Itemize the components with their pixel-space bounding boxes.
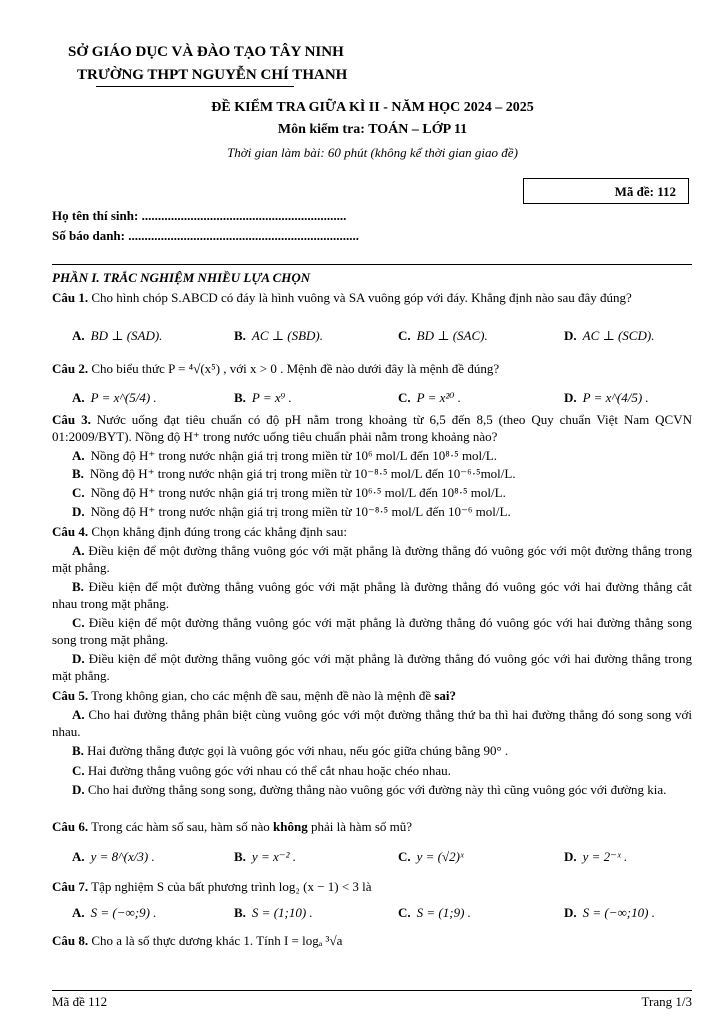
q4-option-c[interactable]: C. Điều kiện để một đường thẳng vuông góc với mặt phẳng là đường thẳng đó vuông góc với hai đường thẳng song song trong mặt phẳng. bbox=[52, 615, 692, 647]
part1-title: PHẦN I. TRẮC NGHIỆM NHIỀU LỰA CHỌN bbox=[52, 270, 311, 285]
q2-option-a[interactable]: A. P = x^(5/4) . bbox=[72, 390, 157, 405]
q7-option-c[interactable]: C. S = (1;9) . bbox=[398, 905, 471, 920]
q5-option-a[interactable]: A. Cho hai đường thẳng phân biệt cùng vuông góc với một đường thẳng thứ ba thì hai đường thẳng đó song song với nhau. bbox=[52, 707, 692, 739]
department-name: SỞ GIÁO DỤC VÀ ĐÀO TẠO TÂY NINH bbox=[68, 44, 344, 60]
q3-option-b[interactable]: B. Nồng độ H⁺ trong nước nhận giá trị trong miền từ 10⁻⁸·⁵ mol/L đến 10⁻⁶·⁵mol/L. bbox=[72, 466, 516, 481]
question-8: Câu 8. Cho a là số thực dương khác 1. Tính I = logₐ ³√a bbox=[52, 933, 343, 948]
exam-code-box bbox=[523, 178, 689, 204]
exam-code: Mã đề: 112 bbox=[614, 184, 676, 199]
footer-page-number: Trang 1/3 bbox=[641, 994, 692, 1009]
q6-option-a[interactable]: A. y = 8^(x/3) . bbox=[72, 849, 155, 864]
q5-option-d[interactable]: D. Cho hai đường thẳng song song, đường thẳng nào vuông góc với đường này thì cũng vuông góc với đường kia. bbox=[72, 782, 667, 797]
q4-option-b[interactable]: B. Điều kiện để một đường thẳng vuông góc với mặt phẳng là đường thẳng đó vuông góc với hai đường thẳng cắt nhau trong mặt phẳng. bbox=[52, 579, 693, 611]
q1-option-d[interactable]: D. AC ⊥ (SCD). bbox=[564, 328, 655, 343]
q1-option-a[interactable]: A. BD ⊥ (SAD). bbox=[72, 328, 163, 343]
school-underline bbox=[96, 86, 294, 87]
question-5: Câu 5. Trong không gian, cho các mệnh đề sau, mệnh đề nào là mệnh đề sai? bbox=[52, 688, 457, 703]
q4-option-a[interactable]: A. Điều kiện để một đường thẳng vuông góc với mặt phẳng là đường thẳng đó vuông góc với một đường thẳng trong mặt phẳng. bbox=[52, 543, 693, 575]
question-1 bbox=[52, 289, 692, 306]
exam-title: ĐỀ KIỂM TRA GIỮA KÌ II - NĂM HỌC 2024 – 2025 bbox=[211, 100, 534, 115]
q6-option-b[interactable]: B. y = x⁻² . bbox=[234, 849, 296, 864]
q7-option-d[interactable]: D. S = (−∞;10) . bbox=[564, 905, 655, 920]
footer-exam-code: Mã đề 112 bbox=[52, 994, 108, 1009]
question-2: Câu 2. Cho biểu thức P = ⁴√(x⁵) , với x > 0 . Mệnh đề nào dưới đây là mệnh đề đúng? bbox=[52, 361, 500, 376]
question-4: Câu 4. Chọn khẳng định đúng trong các khẳng định sau: bbox=[52, 524, 348, 539]
q7-option-a[interactable]: A. S = (−∞;9) . bbox=[72, 905, 157, 920]
header-divider bbox=[52, 264, 692, 265]
question-6: Câu 6. Trong các hàm số sau, hàm số nào không phải là hàm số mũ? bbox=[52, 819, 413, 834]
question-number: Câu 1. bbox=[52, 290, 89, 305]
q7-option-b[interactable]: B. S = (1;10) . bbox=[234, 905, 313, 920]
q1-option-c[interactable]: C. BD ⊥ (SAC). bbox=[398, 328, 488, 343]
q4-option-d[interactable]: D. Điều kiện để một đường thẳng vuông góc với mặt phẳng là đường thẳng đó vuông góc với hai đường thẳng trong mặt phẳng. bbox=[52, 651, 692, 683]
school-name: TRƯỜNG THPT NGUYỄN CHÍ THANH bbox=[77, 67, 348, 83]
q6-option-c[interactable]: C. y = (√2)ˣ bbox=[398, 849, 464, 864]
q2-option-d[interactable]: D. P = x^(4/5) . bbox=[564, 390, 649, 405]
question-text: Cho hình chóp S.ABCD có đáy là hình vuông và SA vuông góp với đáy. Khẳng định nào sau đây đúng? bbox=[91, 290, 632, 305]
q5-option-c[interactable]: C. Hai đường thẳng vuông góc với nhau có thể cắt nhau hoặc chéo nhau. bbox=[72, 763, 451, 778]
question-7: Câu 7. Tập nghiệm S của bất phương trình log₂ (x − 1) < 3 là bbox=[52, 879, 372, 894]
student-id-line: Số báo danh: ....................................................................... bbox=[52, 228, 359, 243]
q3-option-c[interactable]: C. Nồng độ H⁺ trong nước nhận giá trị trong miền từ 10⁶·⁵ mol/L đến 10⁸·⁵ mol/L. bbox=[72, 485, 506, 500]
exam-subject: Môn kiểm tra: TOÁN – LỚP 11 bbox=[277, 122, 468, 137]
q6-option-d[interactable]: D. y = 2⁻ˣ . bbox=[564, 849, 628, 864]
q3-option-a[interactable]: A. Nồng độ H⁺ trong nước nhận giá trị trong miền từ 10⁶ mol/L đến 10⁸·⁵ mol/L. bbox=[72, 448, 497, 463]
q2-option-c[interactable]: C. P = x²⁰ . bbox=[398, 390, 461, 405]
q5-option-b[interactable]: B. Hai đường thẳng được gọi là vuông góc với nhau, nếu góc giữa chúng bằng 90° . bbox=[72, 743, 509, 758]
q1-option-b[interactable]: B. AC ⊥ (SBD). bbox=[234, 328, 323, 343]
footer-divider bbox=[52, 990, 692, 991]
exam-time: Thời gian làm bài: 60 phút (không kể thời gian giao đề) bbox=[227, 145, 518, 160]
q2-option-b[interactable]: B. P = x⁹ . bbox=[234, 390, 292, 405]
student-name-line: Họ tên thí sinh: ............................................................... bbox=[52, 208, 347, 223]
q3-option-d[interactable]: D. Nồng độ H⁺ trong nước nhận giá trị trong miền từ 10⁻⁸·⁵ mol/L đến 10⁻⁶ mol/L. bbox=[72, 504, 511, 519]
question-3: Câu 3. Nước uống đạt tiêu chuẩn có độ pH nằm trong khoảng từ 6,5 đến 8,5 (theo Quy chuẩn Việt Nam QCVN 01:2009/BYT). Nồng độ H⁺ trong nước uống tiêu chuẩn phải nằm trong khoảng nào? bbox=[52, 412, 692, 444]
